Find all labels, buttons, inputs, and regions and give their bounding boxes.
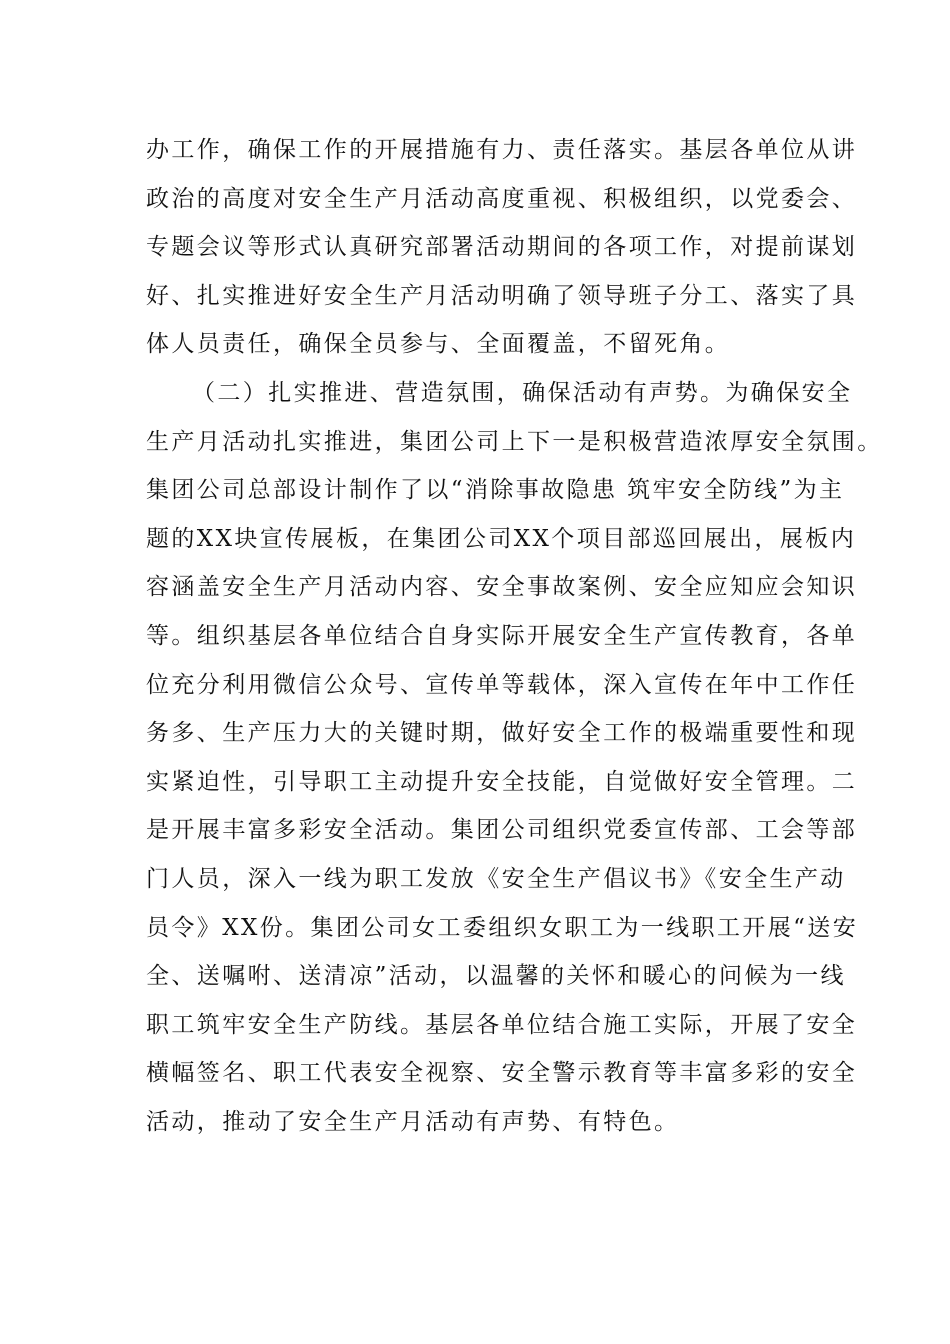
text-line: 专题会议等形式认真研究部署活动期间的各项工作，对提前谋划: [146, 234, 858, 261]
text-line: 是开展丰富多彩安全活动。集团公司组织党委宣传部、工会等部: [146, 817, 858, 844]
text-line: 务多、生产压力大的关键时期，做好安全工作的极端重要性和现: [146, 720, 858, 747]
text-line: 活动，推动了安全生产月活动有声势、有特色。: [146, 1108, 680, 1135]
text-line: 横幅签名、职工代表安全视察、安全警示教育等丰富多彩的安全: [146, 1060, 858, 1087]
text-line: 门人员，深入一线为职工发放《安全生产倡议书》《安全生产动: [146, 865, 846, 892]
document-body: [146, 126, 883, 1146]
text-line: 全、送嘱咐、送清凉”活动，以温馨的关怀和暖心的问候为一线: [146, 963, 846, 990]
text-line: 位充分利用微信公众号、宣传单等载体，深入宣传在年中工作任: [146, 671, 858, 698]
text-line: 生产月活动扎实推进，集团公司上下一是积极营造浓厚安全氛围。: [146, 428, 883, 455]
text-line: 体人员责任，确保全员参与、全面覆盖，不留死角。: [146, 331, 731, 358]
text-line: 好、扎实推进好安全生产月活动明确了领导班子分工、落实了具: [146, 282, 858, 309]
text-line: 政治的高度对安全生产月活动高度重视、积极组织，以党委会、: [146, 185, 858, 212]
text-line: 容涵盖安全生产月活动内容、安全事故案例、安全应知应会知识: [146, 574, 858, 601]
section-heading-line: （二）扎实推进、营造氛围，确保活动有声势。为确保安全: [192, 379, 853, 406]
paragraph-responsibility: [146, 126, 858, 369]
text-line: 实紧迫性，引导职工主动提升安全技能，自觉做好安全管理。二: [146, 768, 858, 795]
text-line: 题的XX块宣传展板，在集团公司XX个项目部巡回展出，展板内: [146, 525, 857, 552]
text-line: 办工作，确保工作的开展措施有力、责任落实。基层各单位从讲: [146, 137, 858, 163]
text-line: 等。组织基层各单位结合自身实际开展安全生产宣传教育，各单: [146, 622, 858, 649]
text-line: 职工筑牢安全生产防线。基层各单位结合施工实际，开展了安全: [146, 1011, 858, 1038]
text-line: 集团公司总部设计制作了以“消除事故隐患 筑牢安全防线”为主: [146, 477, 845, 504]
text-line: 员令》XX份。集团公司女工委组织女职工为一线职工开展“送安: [146, 914, 859, 941]
paragraph-section-two: [146, 369, 883, 1147]
